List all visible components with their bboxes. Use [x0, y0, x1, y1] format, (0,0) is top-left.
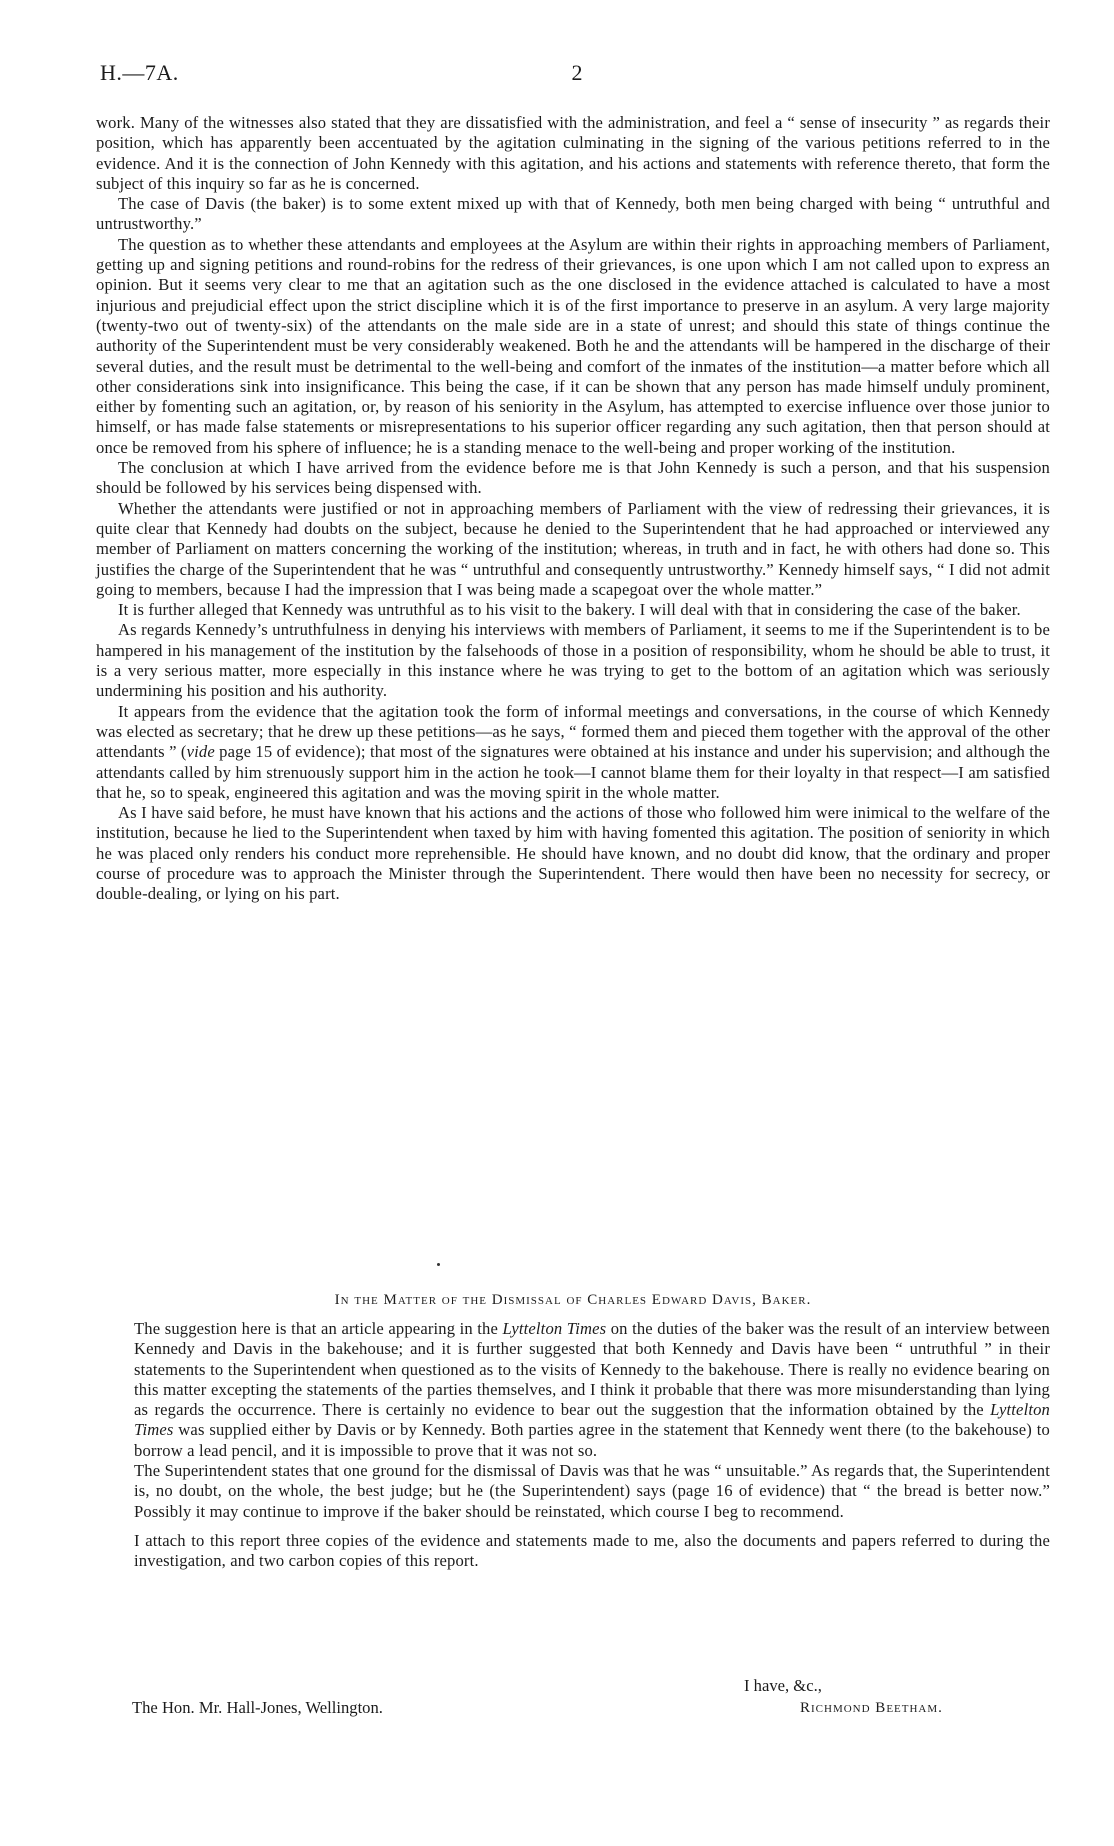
- document-reference: H.—7A.: [100, 60, 179, 85]
- text-run: was supplied either by Davis or by Kennedy. Both parties agree in the statement that Kennedy went there (to the bakehouse) to borrow a lead pencil, and it is impossible to prove that it was not so.: [134, 1420, 1050, 1460]
- text-run: on the duties of the baker was the result of an interview between Kennedy and Davis in the bakehouse; and it is further suggested that both Kennedy and Davis have been “ untruthful ” in their statements to the Superintendent when questioned as to the visits of Kennedy to the bakehouse. There is really no evidence bearing on this matter excepting the statements of the parties themselves, and I think it probable that there was more misunderstanding than lying as regards the occurrence. There is certainly no evidence to bear out the suggestion that the information obtained by the: [134, 1319, 1050, 1420]
- paragraph: The question as to whether these attendants and employees at the Asylum are within their rights in approaching members of Parliament, getting up and signing petitions and round-robins for the redress of their grievances, is one upon which I am not called upon to express an opinion. But it seems very clear to me that an agitation such as the one disclosed in the evidence attached is calculated to have a most injurious and prejudicial effect upon the strict discipline which it is of the first importance to preserve in an asylum. A very large majority (twenty-two out of twenty-six) of the attendants on the male side are in a state of unrest; and should this state of things continue the authority of the Superintendent must be very considerably weakened. Both he and the attendants will be hampered in the discharge of their several duties, and the result must be detrimental to the well-being and comfort of the inmates of the institution—a matter before which all other considerations sink into insignificance. This being the case, if it can be shown that any person has made himself unduly prominent, either by fomenting such an agitation, or, by reason of his seniority in the Asylum, has attempted to exercise influence over those junior to himself, or has made false statements or misrepresentations to his superior officer regarding any such agitation, then that person should at once be removed from his sphere of influence; he is a standing menace to the well-being and proper working of the institution.: [96, 234, 1050, 457]
- latin-word: vide: [186, 742, 215, 762]
- newspaper-title: Lyttelton Times: [502, 1319, 607, 1338]
- stray-dot: [437, 1263, 440, 1266]
- paragraph: work. Many of the witnesses also stated that they are dissatisfied with the administration, and feel a “ sense of insecurity ” as regards their position, which has apparently been accentuated by the agitation culminating in the signing of the various petitions referred to in the evidence. And it is the connection of John Kennedy with this agitation, and his actions and statements with reference thereto, that form the subject of this inquiry so far as he is concerned.: [96, 113, 1050, 193]
- newspaper-title: Lyttelton Times: [134, 1400, 1050, 1440]
- page-header: [100, 60, 1054, 90]
- paragraph: The conclusion at which I have arrived from the evidence before me is that John Kennedy is such a person, and that his suspension should be followed by his services being dispensed with.: [96, 458, 1050, 498]
- closing-block: [96, 1676, 1050, 1736]
- paragraph: Whether the attendants were justified or not in approaching members of Parliament with the view of redressing their grievances, it is quite clear that Kennedy had doubts on the subject, because he denied to the Superintendent that he had approached or interviewed any member of Parliament on matters concerning the working of the institution; whereas, in truth and in fact, he with others had done so. This justifies the charge of the Superintendent that he was “ untruthful and consequently untrustworthy.” Kennedy himself says, “ I did not admit going to members, because I had the impression that I was being made a scapegoat over the whole matter.”: [96, 498, 1050, 599]
- section-paragraph: The Superintendent states that one ground for the dismissal of Davis was that he was “ unsuitable.” As regards that, the Superintendent is, no doubt, on the whole, the best judge; but he (the Superintendent) says (page 16 of evidence) that “ the bread is better now.” Possibly it may continue to improve if the baker should be reinstated, which course I beg to recommend.: [134, 1461, 1050, 1521]
- report-body: [96, 113, 1050, 905]
- section-paragraph: [134, 1319, 1050, 1461]
- paragraph: As regards Kennedy’s untruthfulness in denying his interviews with members of Parliament, it seems to me if the Superintendent is to be hampered in his management of the institution by the falsehoods of those in a position of responsibility, whom he should be able to trust, it is a very serious matter, more especially in this instance where he was trying to get to the bottom of an agitation which was seriously undermining his position and his authority.: [96, 620, 1050, 701]
- paragraph: The case of Davis (the baker) is to some extent mixed up with that of Kennedy, both men being charged with being “ untruthful and untrustworthy.”: [96, 194, 1050, 234]
- section-paragraph: I attach to this report three copies of the evidence and statements made to me, also the documents and papers referred to during the investigation, and two carbon copies of this report.: [134, 1530, 1050, 1571]
- page-number: 2: [571, 60, 583, 85]
- paragraph: As I have said before, he must have known that his actions and the actions of those who followed him were inimical to the welfare of the institution, because he lied to the Superintendent when taxed by him with having fomented this agitation. The position of seniority in which he was placed only renders his conduct more reprehensible. He should have known, and no doubt did know, that the ordinary and proper course of procedure was to approach the Minister through the Superintendent. There would then have been no necessity for secrecy, or double-dealing, or lying on his part.: [96, 803, 1050, 904]
- addressee: The Hon. Mr. Hall-Jones, Wellington.: [132, 1698, 383, 1717]
- paragraph: It appears from the evidence that the agitation took the form of informal meetings and conversations, in the course of which Kennedy was elected as secretary; that he drew up these petitions—as he says, “ formed them and pieced them together with the approval of the other attendants ” (vide page 15 of evidence); that most of the signatures were obtained at his instance and under his supervision; and although the attendants called by him strenuously support him in the action he took—I cannot blame them for their loyalty in that respect—I am satisfied that he, so to speak, engineered this agitation and was the moving spirit in the whole matter.: [96, 701, 1051, 802]
- signature: Richmond Beetham.: [800, 1700, 943, 1716]
- section-body: [134, 1319, 1050, 1572]
- salutation: I have, &c.,: [744, 1676, 822, 1695]
- section-heading: In the Matter of the Dismissal of Charles Edward Davis, Baker.: [334, 1292, 812, 1308]
- paragraph: It is further alleged that Kennedy was untruthful as to his visit to the bakery. I will deal with that in considering the case of the baker.: [118, 600, 1021, 620]
- text-run: The suggestion here is that an article appearing in the: [134, 1319, 503, 1338]
